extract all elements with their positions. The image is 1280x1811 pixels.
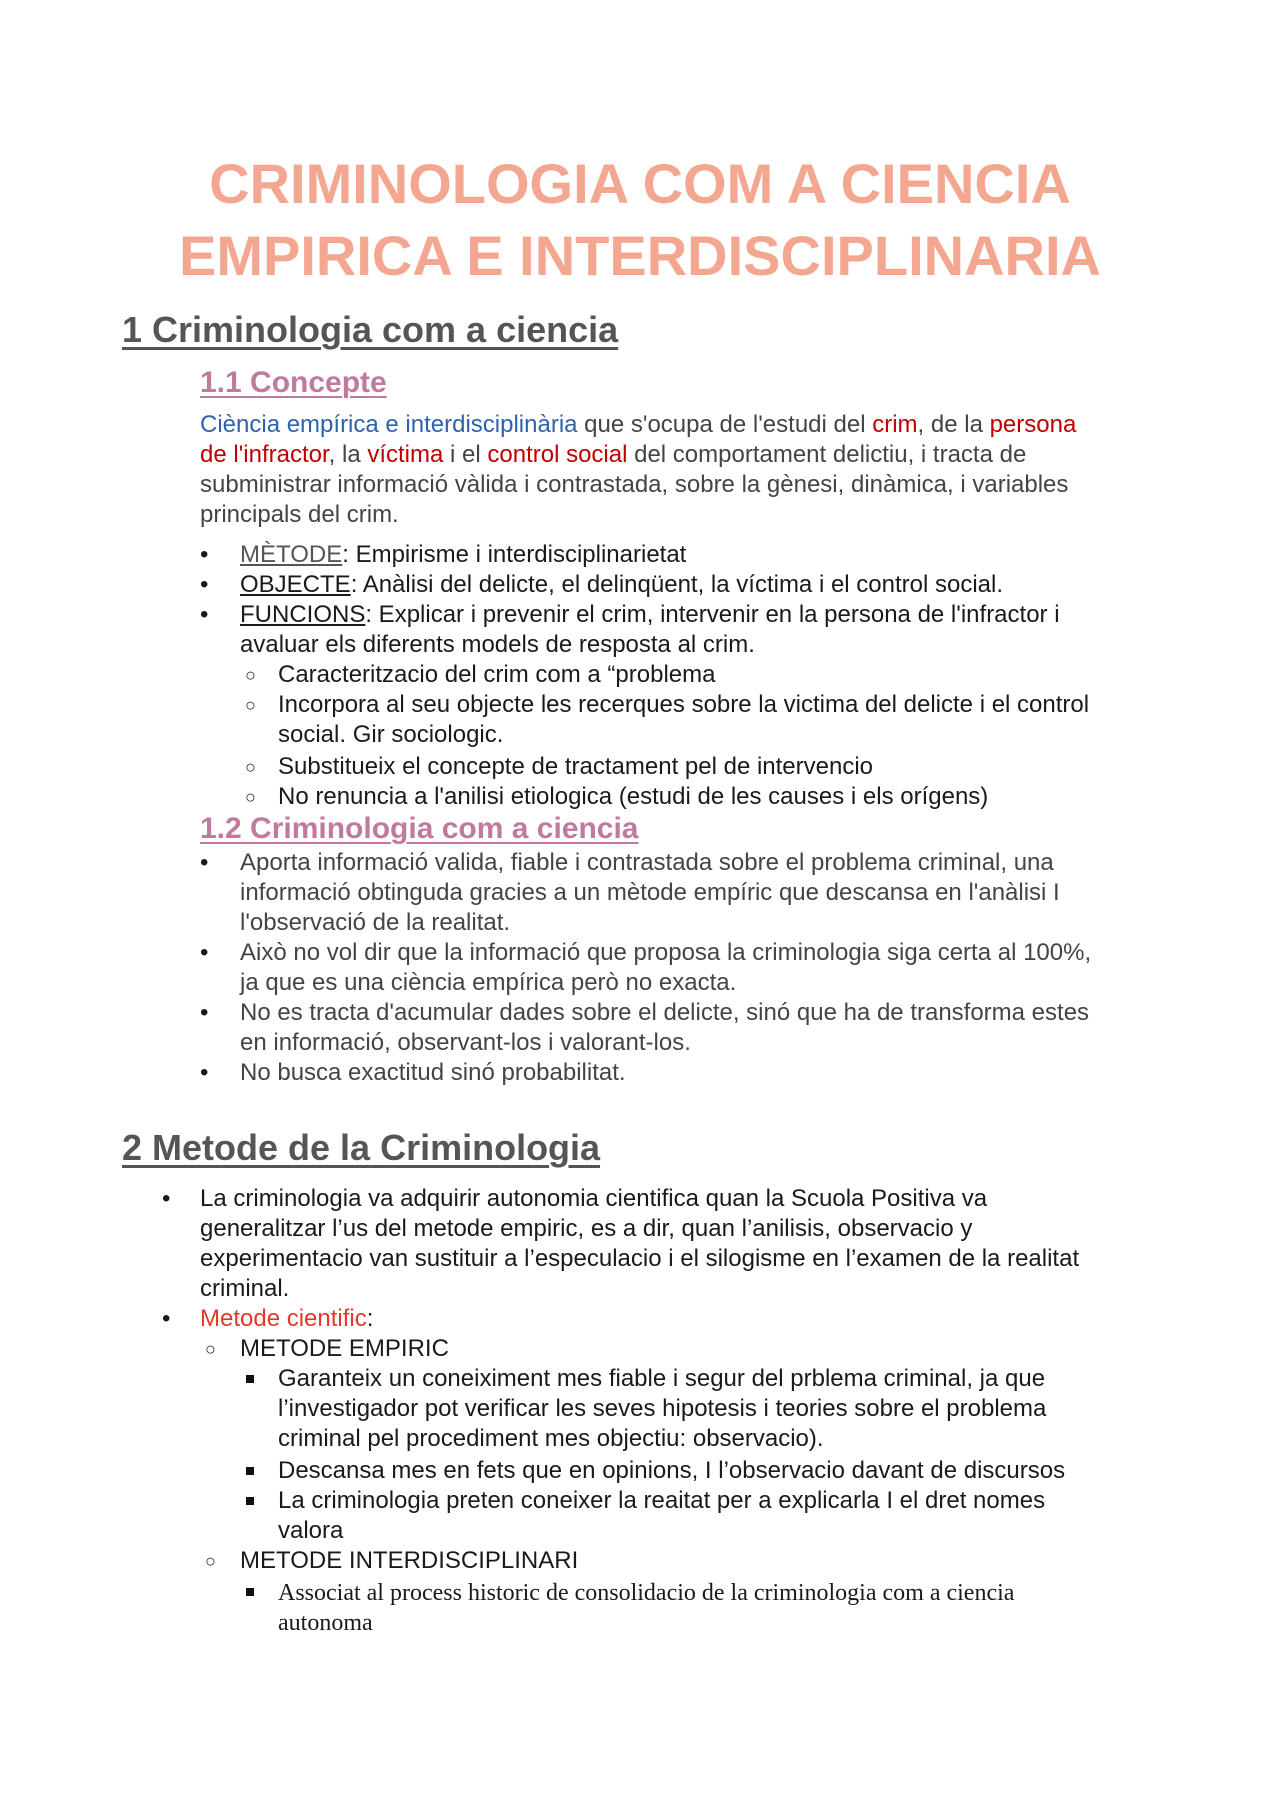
bullet-dot: • <box>200 1059 209 1086</box>
empiric-item-1-l3: criminal pel procediment mes objectiu: observacio). <box>278 1425 824 1452</box>
empiric-item-3-l2: valora <box>278 1517 344 1544</box>
hollow-bullet: ○ <box>245 787 256 807</box>
list-item-funcions-cont: avaluar els diferents models de resposta al crim. <box>240 631 755 658</box>
ciencia-item-4-l1: No busca exactitud sinó probabilitat. <box>240 1059 626 1086</box>
list-item-metode: MÈTODE: Empirisme i interdisciplinarietat <box>240 541 687 568</box>
concepte-para-line-3: subministrar informació vàlida i contrastada, sobre la gènesi, dinàmica, i variables <box>200 471 1069 498</box>
ciencia-item-1-l1: Aporta informació valida, fiable i contrastada sobre el problema criminal, una <box>240 849 1054 876</box>
hollow-bullet: ○ <box>245 665 256 685</box>
ciencia-item-1-l3: l'observació de la realitat. <box>240 909 511 936</box>
metode-intro-l3: experimentacio van sustituir a l’especulacio i el silogisme en l’examen de la realitat <box>200 1245 1080 1272</box>
empiric-item-3-l1: La criminologia preten coneixer la reaitat per a explicarla I el dret nomes <box>278 1487 1046 1514</box>
section-2-heading: 2 Metode de la Criminologia <box>122 1127 601 1168</box>
sub-item-1: Caracteritzacio del crim com a “problema <box>278 661 716 688</box>
sub-item-4: No renuncia a l'anilisi etiologica (estudi de les causes i els orígens) <box>278 783 989 810</box>
square-bullet <box>246 1467 254 1475</box>
bullet-dot: • <box>200 849 209 876</box>
ciencia-item-3-l2: en informació, observant-los i valorant-los. <box>240 1029 691 1056</box>
ciencia-item-2-l1: Això no vol dir que la informació que proposa la criminologia siga certa al 100%, <box>240 939 1092 966</box>
metode-intro-l4: criminal. <box>200 1275 290 1302</box>
bullet-dot: • <box>200 541 209 568</box>
criminologia-ciencia-heading: 1.2 Criminologia com a ciencia <box>200 812 639 845</box>
bullet-dot: • <box>162 1185 171 1212</box>
concepte-para-line-1: Ciència empírica e interdisciplinària que s'ocupa de l'estudi del crim, de la persona <box>200 411 1077 438</box>
square-bullet <box>246 1497 254 1505</box>
bullet-dot: • <box>200 601 209 628</box>
bullet-dot: • <box>200 999 209 1026</box>
empiric-item-1-l2: l’investigador pot verificar les seves hipotesis i teories sobre el problema <box>278 1395 1047 1422</box>
title-line-2: EMPIRICA E INTERDISCIPLINARIA <box>179 224 1101 287</box>
metode-empiric-heading: METODE EMPIRIC <box>240 1335 449 1362</box>
metode-cientific-item: Metode cientific: <box>200 1305 374 1332</box>
square-bullet <box>246 1375 254 1383</box>
interdisciplinari-item-1-l1: Associat al process historic de consolidacio de la criminologia com a ciencia <box>278 1580 1015 1606</box>
square-bullet <box>246 1588 254 1596</box>
list-item-objecte: OBJECTE: Anàlisi del delicte, el delinqüent, la víctima i el control social. <box>240 571 1004 598</box>
document-title <box>60 148 1220 292</box>
interdisciplinari-item-1-l2: autonoma <box>278 1610 373 1636</box>
ciencia-item-1-l2: informació obtinguda gracies a un mètode empíric que descansa en l'anàlisi I <box>240 879 1060 906</box>
metode-intro-l1: La criminologia va adquirir autonomia cientifica quan la Scuola Positiva va <box>200 1185 988 1212</box>
ciencia-item-3-l1: No es tracta d'acumular dades sobre el delicte, sinó que ha de transforma estes <box>240 999 1090 1026</box>
metode-interdisciplinari-heading: METODE INTERDISCIPLINARI <box>240 1547 579 1574</box>
title-line-1: CRIMINOLOGIA COM A CIENCIA <box>209 152 1071 215</box>
section-1-heading: 1 Criminologia com a ciencia <box>122 309 619 350</box>
hollow-bullet: ○ <box>205 1551 216 1571</box>
bullet-dot: • <box>200 939 209 966</box>
bullet-dot: • <box>162 1305 171 1332</box>
concepte-heading: 1.1 Concepte <box>200 366 387 399</box>
hollow-bullet: ○ <box>245 757 256 777</box>
metode-intro-l2: generalitzar l’us del metode empiric, es a dir, quan l’anilisis, observacio y <box>200 1215 973 1242</box>
sub-item-2-cont: social. Gir sociologic. <box>278 721 504 748</box>
list-item-funcions: FUNCIONS: Explicar i prevenir el crim, intervenir en la persona de l'infractor i <box>240 601 1060 628</box>
empiric-item-2-l1: Descansa mes en fets que en opinions, I l’observacio davant de discursos <box>278 1457 1066 1484</box>
empiric-item-1-l1: Garanteix un coneiximent mes fiable i segur del prblema criminal, ja que <box>278 1365 1046 1392</box>
bullet-dot: • <box>200 571 209 598</box>
concepte-para-line-2: de l'infractor, la víctima i el control social del comportament delictiu, i tracta de <box>200 441 1027 468</box>
ciencia-item-2-l2: ja que es una ciència empírica però no exacta. <box>240 969 737 996</box>
concepte-para-line-4: principals del crim. <box>200 501 399 528</box>
sub-item-2: Incorpora al seu objecte les recerques sobre la victima del delicte i el control <box>278 691 1090 718</box>
hollow-bullet: ○ <box>205 1339 216 1359</box>
hollow-bullet: ○ <box>245 695 256 715</box>
sub-item-3: Substitueix el concepte de tractament pel de intervencio <box>278 753 874 780</box>
